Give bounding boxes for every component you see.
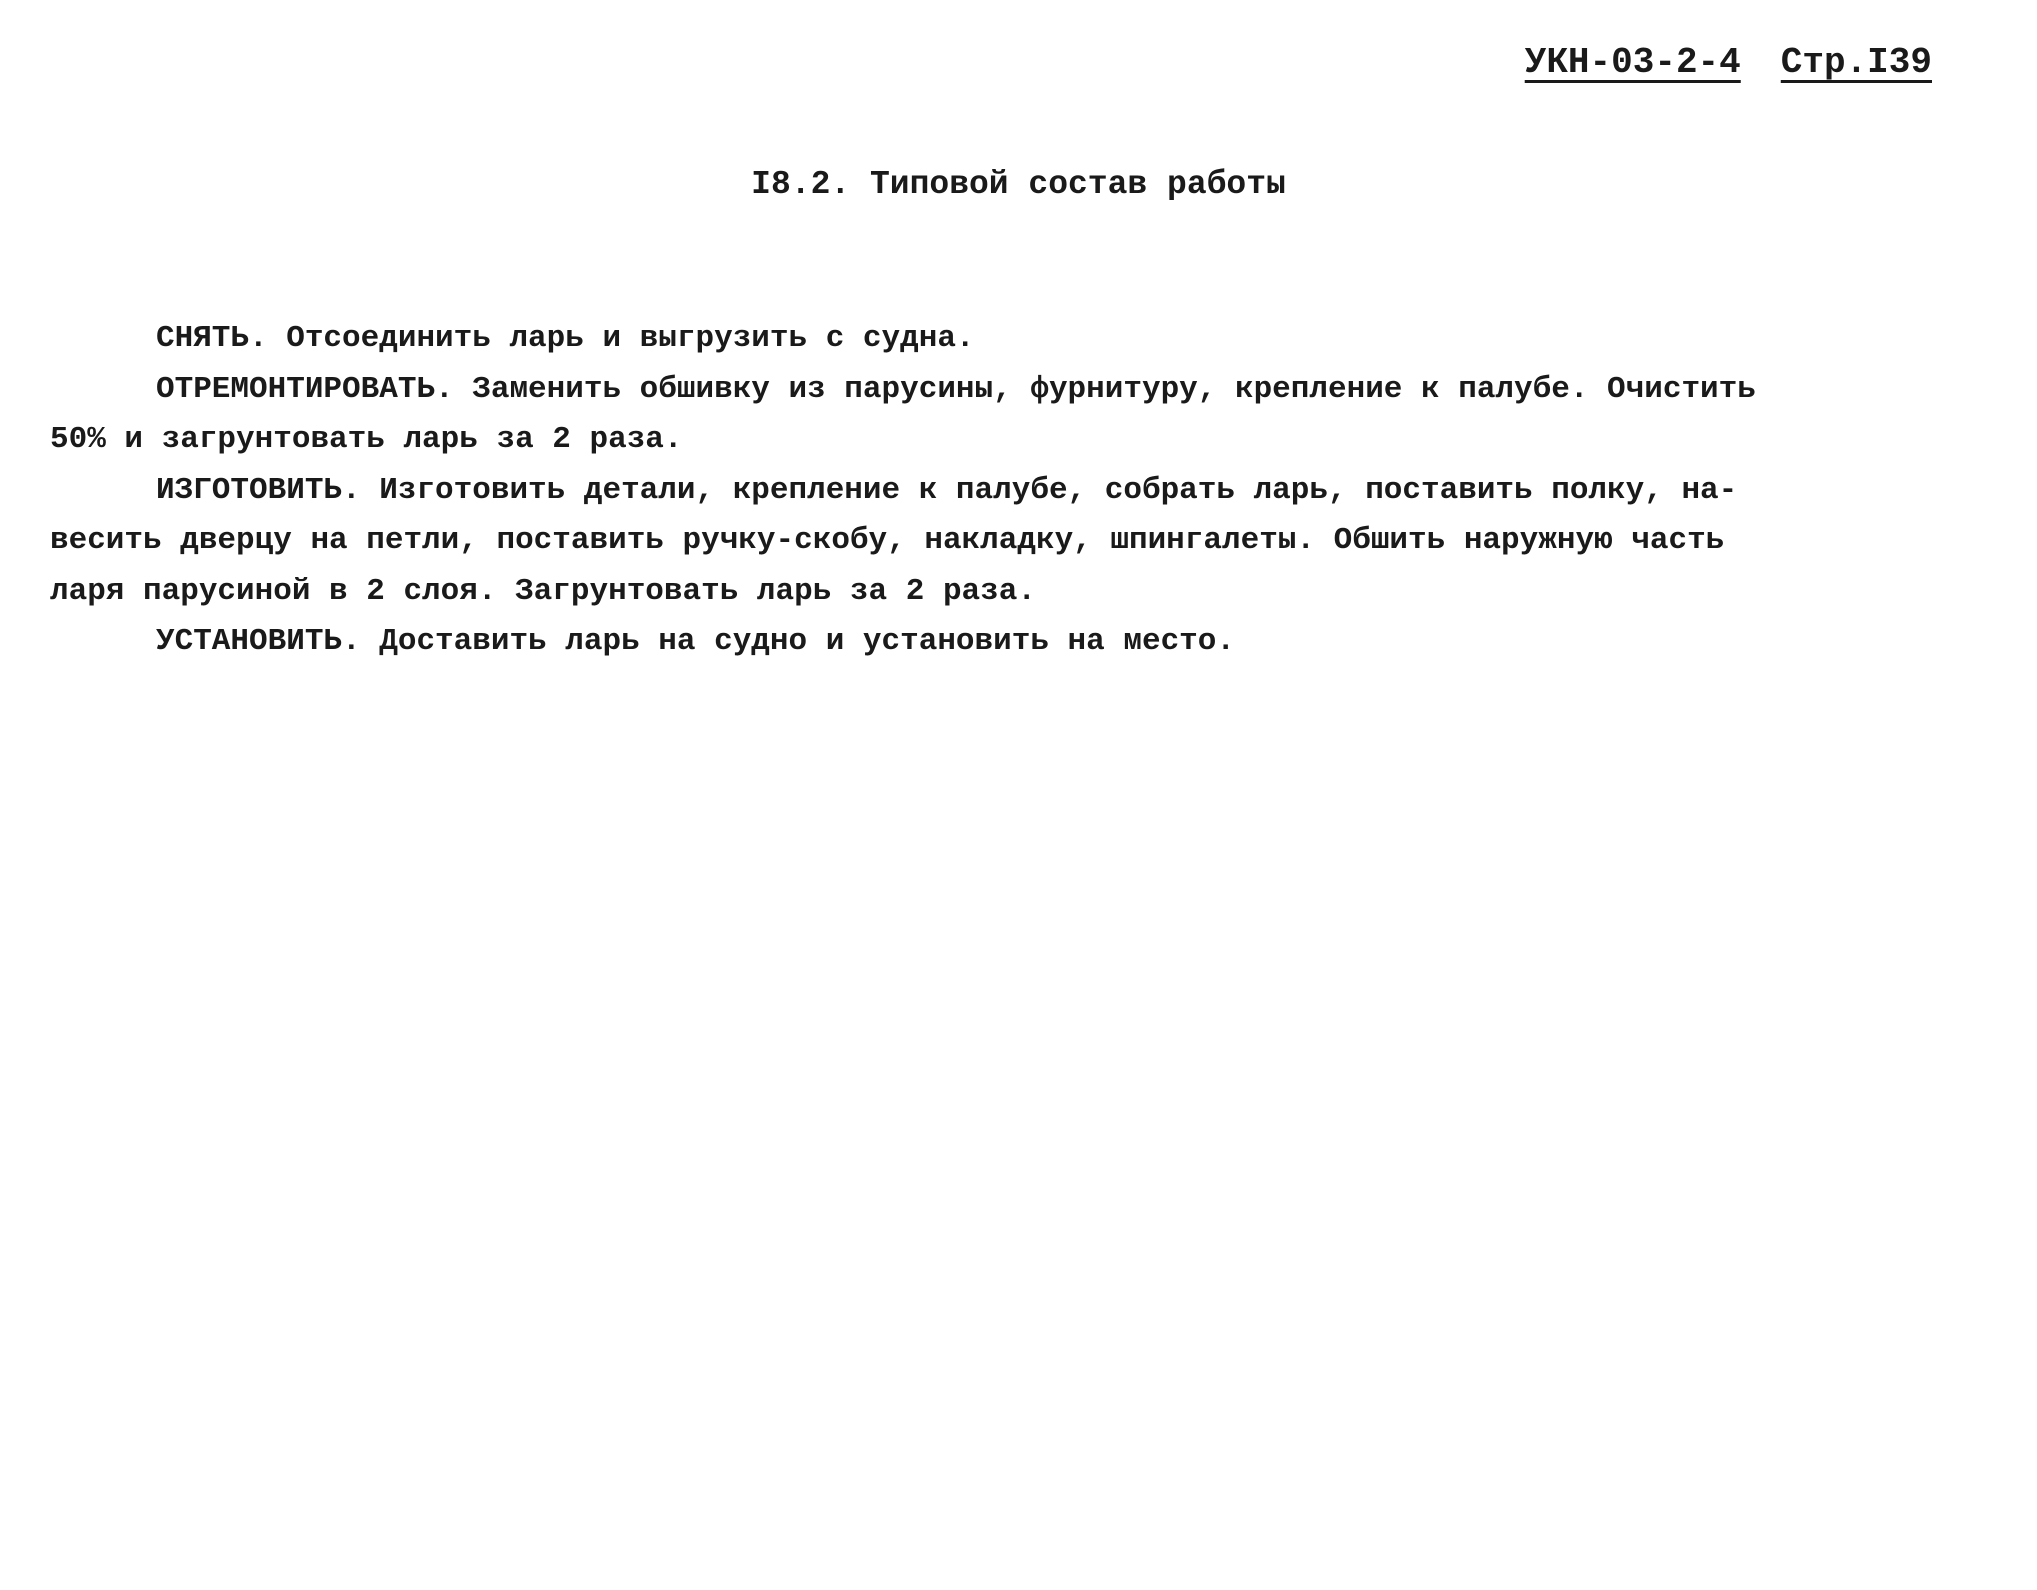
section-title: I8.2. Типовой состав работы <box>751 166 1286 203</box>
paragraph-manufacture-line-1: ИЗГОТОВИТЬ. Изготовить детали, крепление к палубе, собрать ларь, поставить полку, на- <box>156 472 1738 508</box>
paragraph-repair-line-2: 50% и загрунтовать ларь за 2 раза. <box>50 422 683 457</box>
paragraph-manufacture-line-3: ларя парусиной в 2 слоя. Загрунтовать ларь за 2 раза. <box>50 573 1036 609</box>
paragraph-manufacture-line-2: весить дверцу на петли, поставить ручку-скобу, накладку, шпингалеты. Обшить наружную часть <box>50 523 1725 558</box>
page-header-reference <box>1525 42 1932 83</box>
paragraph-remove-line-1: СНЯТЬ. Отсоединить ларь и выгрузить с судна. <box>156 321 975 356</box>
paragraph-install-line-1: УСТАНОВИТЬ. Доставить ларь на судно и установить на место. <box>156 624 1235 659</box>
paragraph-repair-line-1: ОТРЕМОНТИРОВАТЬ. Заменить обшивку из парусины, фурнитуру, крепление к палубе. Очистить <box>156 371 1756 407</box>
body-text <box>50 314 1930 668</box>
page-number: Стр.I39 <box>1780 42 1932 83</box>
document-code: УКН-03-2-4 <box>1524 42 1741 83</box>
